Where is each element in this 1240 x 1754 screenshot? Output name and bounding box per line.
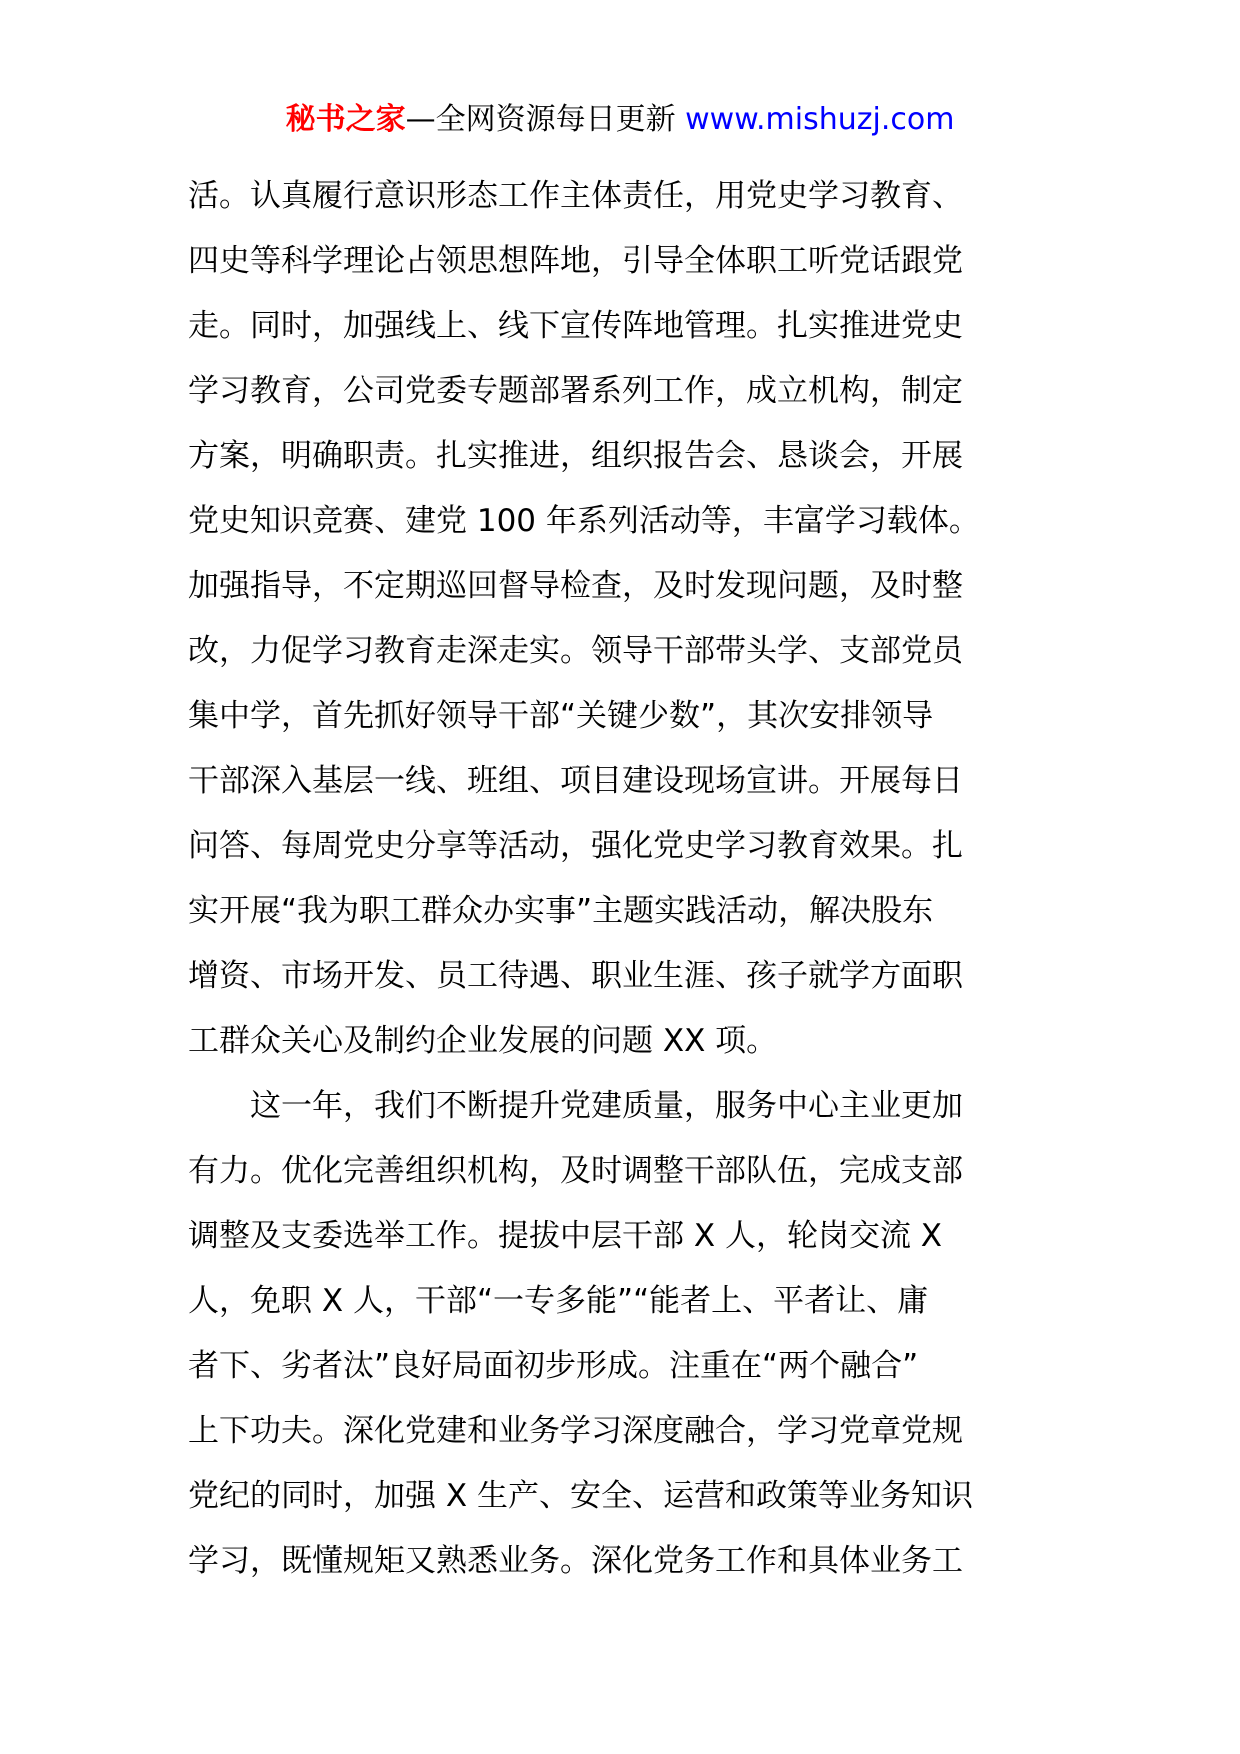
text-line: 改，力促学习教育走深走实。领导干部带头学、支部党员	[188, 633, 963, 669]
text-line: 者下、劣者汰”良好局面初步形成。注重在“两个融合”	[188, 1348, 919, 1384]
text-line: 有力。优化完善组织机构，及时调整干部队伍，完成支部	[188, 1153, 963, 1189]
paragraph-first-line: 这一年，我们不断提升党建质量，服务中心主业更加	[250, 1088, 963, 1124]
text-line: 人，免职 X 人，干部“一专多能”“能者上、平者让、庸	[188, 1283, 929, 1319]
document-body	[188, 164, 1063, 1594]
text-line: 工群众关心及制约企业发展的问题 XX 项。	[188, 1023, 778, 1059]
text-line: 方案，明确职责。扎实推进，组织报告会、恳谈会，开展	[188, 438, 963, 474]
text-line: 加强指导，不定期巡回督导检查，及时发现问题，及时整	[188, 568, 963, 604]
text-line: 学习教育，公司党委专题部署系列工作，成立机构，制定	[188, 373, 963, 409]
text-line: 调整及支委选举工作。提拔中层干部 X 人，轮岗交流 X	[188, 1218, 943, 1254]
text-line: 集中学，首先抓好领导干部“关键少数”，其次安排领导	[188, 698, 934, 734]
text-line: 学习，既懂规矩又熟悉业务。深化党务工作和具体业务工	[188, 1543, 963, 1579]
header-tagline: —全网资源每日更新	[405, 102, 686, 137]
text-line: 党史知识竞赛、建党 100 年系列活动等，丰富学习载体。	[188, 503, 980, 539]
text-line: 问答、每周党史分享等活动，强化党史学习教育效果。扎	[188, 828, 963, 864]
header-url[interactable]: www.mishuzj.com	[685, 102, 955, 137]
page-header	[0, 100, 1240, 140]
text-line: 增资、市场开发、员工待遇、职业生涯、孩子就学方面职	[188, 958, 963, 994]
text-line: 实开展“我为职工群众办实事”主题实践活动，解决股东	[188, 893, 934, 929]
text-line: 四史等科学理论占领思想阵地，引导全体职工听党话跟党	[188, 243, 963, 279]
text-line: 走。同时，加强线上、线下宣传阵地管理。扎实推进党史	[188, 308, 963, 344]
text-line: 上下功夫。深化党建和业务学习深度融合，学习党章党规	[188, 1413, 963, 1449]
brand-name: 秘书之家	[285, 102, 406, 137]
text-line: 活。认真履行意识形态工作主体责任，用党史学习教育、	[188, 178, 963, 214]
text-line: 党纪的同时，加强 X 生产、安全、运营和政策等业务知识	[188, 1478, 973, 1514]
text-line: 干部深入基层一线、班组、项目建设现场宣讲。开展每日	[188, 763, 963, 799]
